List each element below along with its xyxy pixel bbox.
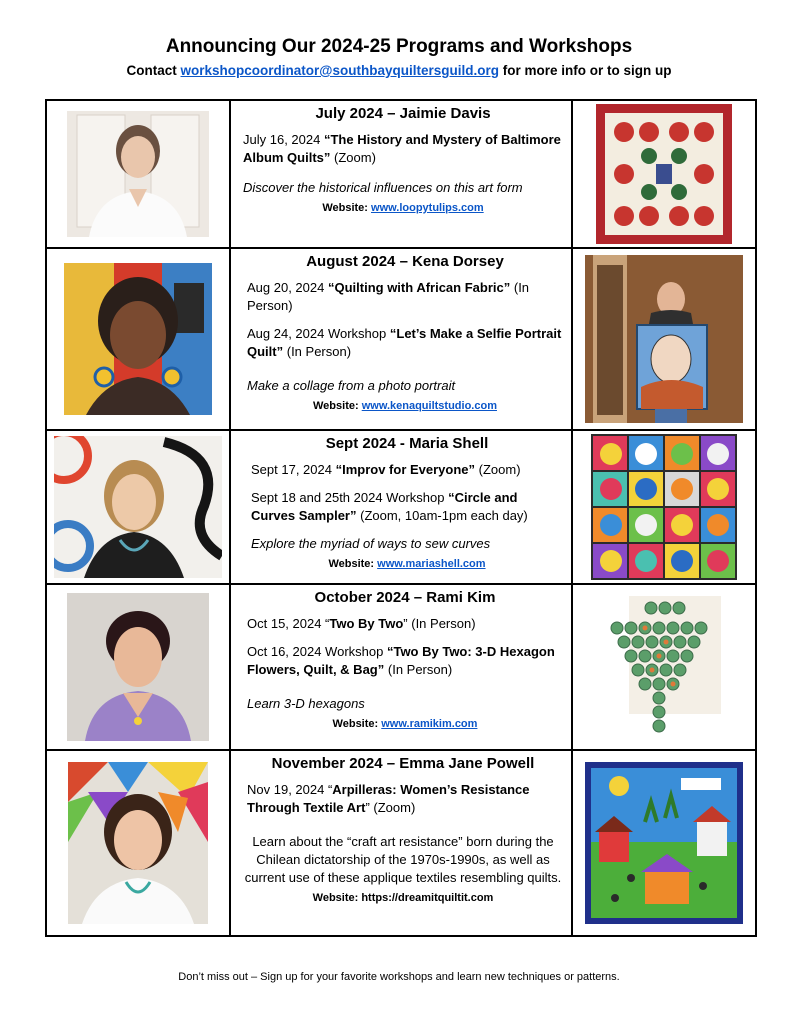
presenter-photo-cell	[46, 750, 230, 936]
program-item: Aug 20, 2024 “Quilting with African Fabric” (In Person)	[247, 280, 530, 313]
program-heading: Sept 2024 - Maria Shell	[325, 435, 489, 452]
program-row-july	[46, 100, 756, 248]
quilt-image-cell	[572, 248, 756, 430]
program-item: Oct 15, 2024 “Two By Two” (In Person)	[247, 616, 476, 631]
hexagon-flowers-quilt-image	[605, 594, 723, 740]
contact-suffix: for more info or to sign up	[502, 63, 672, 78]
presenter-photo-cell	[46, 248, 230, 430]
program-description: Discover the historical influences on this art form	[243, 180, 523, 195]
program-website: Website: www.ramikim.com	[332, 718, 478, 730]
program-item: Sept 18 and 25th 2024 Workshop “Circle and Curves Sampler” (Zoom, 10am-1pm each day)	[251, 490, 528, 523]
program-heading: October 2024 – Rami Kim	[314, 589, 496, 606]
program-details	[230, 100, 572, 248]
program-item: Aug 24, 2024 Workshop “Let’s Make a Selfie Portrait Quilt” (In Person)	[247, 326, 562, 359]
presenter-photo-kena	[64, 263, 212, 415]
presenter-photo-rami	[67, 593, 209, 741]
footer-note: Don’t miss out – Sign up for your favorite workshops and learn new techniques or patterns.	[178, 971, 620, 983]
program-details	[230, 750, 572, 936]
program-description: Explore the myriad of ways to sew curves	[251, 536, 491, 551]
website-link[interactable]: www.mariashell.com	[377, 558, 486, 570]
presenter-photo-cell	[46, 100, 230, 248]
program-description: Make a collage from a photo portrait	[247, 378, 456, 393]
arpillera-textile-image	[585, 762, 743, 924]
program-heading: November 2024 – Emma Jane Powell	[271, 755, 535, 772]
quilt-image-cell	[572, 750, 756, 936]
presenter-photo-maria	[54, 436, 222, 578]
page-title: Announcing Our 2024-25 Programs and Workshops	[165, 36, 633, 57]
program-row-august	[46, 248, 756, 430]
contact-line	[0, 63, 798, 78]
website-link[interactable]: www.loopytulips.com	[371, 202, 484, 214]
presenter-photo-cell	[46, 584, 230, 750]
program-website: Website: https://dreamitquiltit.com	[312, 892, 494, 904]
program-description: Learn 3-D hexagons	[247, 696, 365, 711]
program-website: Website: www.loopytulips.com	[322, 202, 484, 214]
website-link[interactable]: www.ramikim.com	[381, 718, 478, 730]
contact-prefix: Contact	[126, 63, 177, 78]
presenter-photo-jaimie	[67, 111, 209, 237]
program-row-october	[46, 584, 756, 750]
program-item: Nov 19, 2024 “Arpilleras: Women’s Resistance Through Textile Art” (Zoom)	[247, 782, 530, 815]
program-item: Oct 16, 2024 Workshop “Two By Two: 3-D Hexagon Flowers, Quilt, & Bag” (In Person)	[247, 644, 555, 677]
curves-sampler-quilt-image	[591, 434, 737, 580]
quilt-image-cell	[572, 584, 756, 750]
program-row-november	[46, 750, 756, 936]
presenter-photo-emma	[68, 762, 208, 924]
contact-email-link[interactable]: workshopcoordinator@southbayquiltersguild.org	[180, 63, 499, 78]
program-details	[230, 584, 572, 750]
program-row-september	[46, 430, 756, 584]
program-heading: August 2024 – Kena Dorsey	[306, 253, 504, 270]
program-website: Website: www.kenaquiltstudio.com	[313, 400, 497, 412]
program-details	[230, 248, 572, 430]
quilt-image-cell	[572, 430, 756, 584]
baltimore-album-quilt-image	[596, 104, 732, 244]
website-link[interactable]: www.kenaquiltstudio.com	[361, 400, 497, 412]
program-heading: July 2024 – Jaimie Davis	[315, 105, 491, 122]
program-details	[230, 430, 572, 584]
program-website: Website: www.mariashell.com	[328, 558, 486, 570]
program-description: Learn about the “craft art resistance” born during the Chilean dictatorship of the 1970s-1990s, as well as current use of these applique textiles resembling quilts.	[244, 834, 562, 885]
quilt-image-cell	[572, 100, 756, 248]
presenter-photo-cell	[46, 430, 230, 584]
programs-table	[45, 99, 757, 937]
selfie-portrait-quilt-image	[585, 255, 743, 423]
program-item: July 16, 2024 “The History and Mystery of Baltimore Album Quilts” (Zoom)	[243, 132, 561, 165]
program-item: Sept 17, 2024 “Improv for Everyone” (Zoom)	[251, 462, 521, 477]
